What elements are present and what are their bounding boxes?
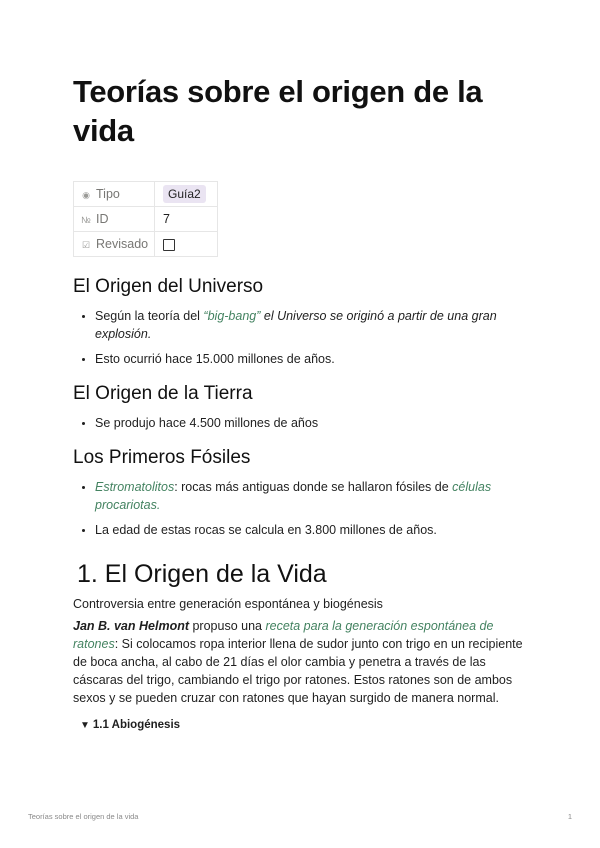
subtitle-controversia: Controversia entre generación espontánea y biogénesis: [73, 597, 383, 611]
list-fosiles: [73, 478, 533, 539]
big-bang-link[interactable]: “big-bang”: [203, 309, 261, 323]
estromatolitos-link[interactable]: Estromatolitos: [95, 480, 175, 494]
heading-origen-vida: 1. El Origen de la Vida: [77, 560, 327, 588]
heading-origen-universo: El Origen del Universo: [73, 276, 264, 297]
tipo-tag[interactable]: Guía2: [163, 185, 206, 203]
list-item: • Estromatolitos: rocas más antiguas donde se hallaron fósiles de células procariotas.: [95, 478, 533, 514]
page-title: Teorías sobre el origen de la vida: [73, 74, 483, 148]
property-key: ID: [96, 212, 109, 226]
triangle-down-icon[interactable]: ▼: [80, 720, 90, 731]
list-tierra: [73, 414, 533, 432]
property-row-revisado: [74, 232, 218, 257]
property-row-id: [74, 207, 218, 232]
list-item: • La edad de estas rocas se calcula en 3.800 millones de años.: [95, 521, 533, 539]
list-item: • Esto ocurrió hace 15.000 millones de años.: [95, 350, 533, 368]
list-universo: [73, 307, 533, 368]
toggle-label: 1.1 Abiogénesis: [92, 719, 181, 731]
properties-table: [73, 181, 218, 257]
heading-origen-tierra: El Origen de la Tierra: [73, 383, 253, 404]
receta-link[interactable]: receta para la generación espontánea de ratones: [73, 619, 494, 651]
property-key: Revisado: [96, 237, 149, 251]
list-item: • Según la teoría del “big-bang” el Universo se originó a partir de una gran explosión.: [95, 307, 533, 343]
celulas-procariotas-link[interactable]: células procariotas.: [95, 480, 492, 512]
page-number: 1: [567, 812, 572, 821]
list-item: • Se produjo hace 4.500 millones de años: [95, 414, 533, 432]
heading-primeros-fosiles: Los Primeros Fósiles: [73, 447, 251, 468]
property-key: Tipo: [96, 187, 120, 201]
circle-dot-icon: ◉: [82, 190, 90, 200]
checkbox-property-icon: ☑: [81, 240, 91, 250]
author-name: Jan B. van Helmont: [73, 619, 189, 633]
footer-title: Teorías sobre el origen de la vida: [28, 812, 139, 821]
id-value[interactable]: 7: [155, 207, 218, 232]
revisado-checkbox[interactable]: [163, 239, 175, 251]
property-row-tipo: [74, 182, 218, 207]
document-page: [73, 72, 533, 733]
number-icon: №: [81, 215, 91, 225]
page-footer: [28, 812, 572, 821]
toggle-abiogenesis[interactable]: [73, 715, 533, 733]
paragraph-van-helmont: Jan B. van Helmont propuso una receta para la generación espontánea de ratones: Si colocamos ropa interior llena de sudor junto con trigo en un recipiente de boca ancha, al cabo de 21 días el olor cambia y penetra a través de las cáscaras del trigo, cambiando el trigo por ratones. Estos ratones son de ambos sexos y se pueden cruzar con ratones que hayan surgido de manera normal.: [73, 619, 523, 705]
